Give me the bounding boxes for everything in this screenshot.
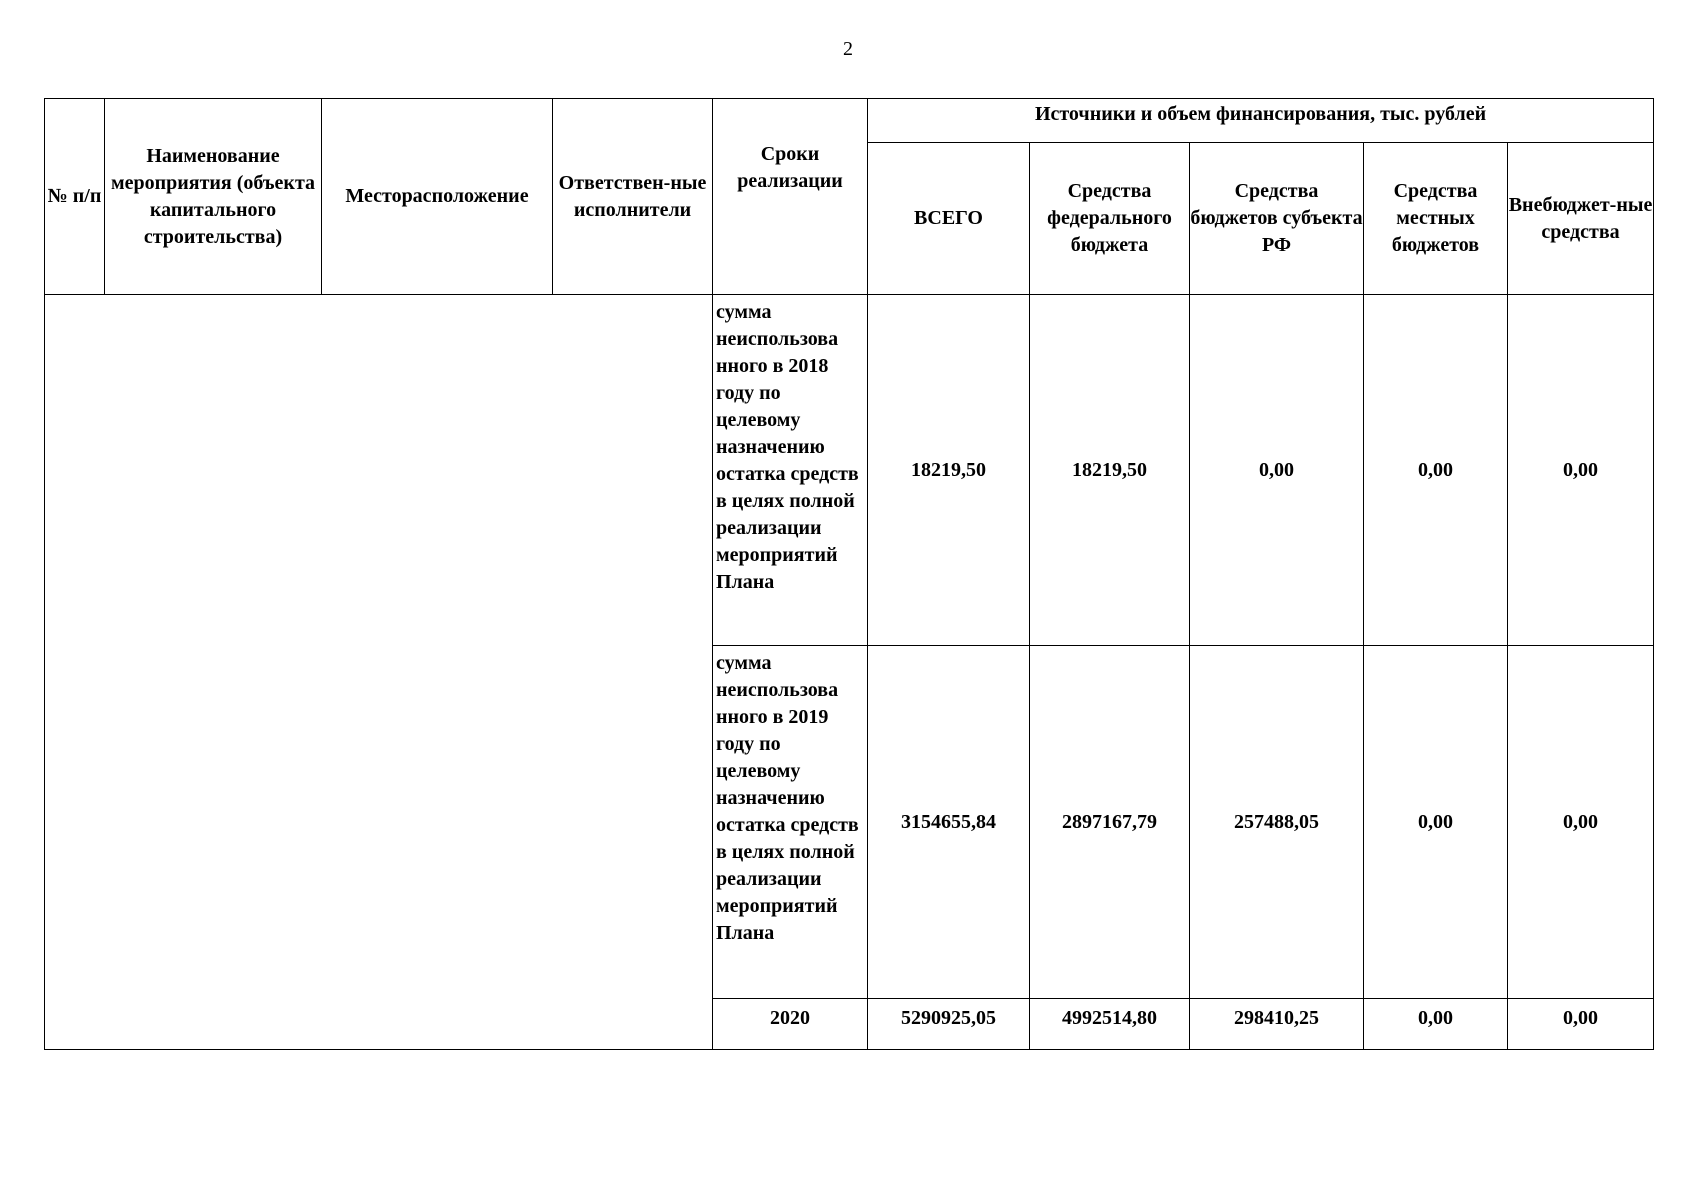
cell-federal: 2897167,79	[1030, 646, 1190, 999]
merged-empty-cell	[45, 295, 713, 1050]
cell-extrabudget: 0,00	[1508, 646, 1654, 999]
cell-total: 3154655,84	[868, 646, 1030, 999]
cell-extrabudget: 0,00	[1508, 295, 1654, 646]
cell-period: 2020	[713, 999, 868, 1050]
cell-extrabudget: 0,00	[1508, 999, 1654, 1050]
cell-local: 0,00	[1364, 646, 1508, 999]
cell-period: сумма неиспользова нного в 2019 году по целевому назначению остатка средств в целях полной реализации мероприятий Плана	[713, 646, 868, 999]
header-no: № п/п	[45, 99, 105, 295]
header-subject: Средства бюджетов субъекта РФ	[1190, 143, 1364, 295]
table-row	[45, 295, 1654, 646]
cell-total: 5290925,05	[868, 999, 1030, 1050]
cell-subject: 257488,05	[1190, 646, 1364, 999]
header-period: Сроки реализации	[713, 99, 868, 295]
header-name: Наименование мероприятия (объекта капитального строительства)	[105, 99, 322, 295]
cell-local: 0,00	[1364, 295, 1508, 646]
header-local: Средства местных бюджетов	[1364, 143, 1508, 295]
header-federal: Средства федерального бюджета	[1030, 143, 1190, 295]
cell-period: сумма неиспользова нного в 2018 году по целевому назначению остатка средств в целях полной реализации мероприятий Плана	[713, 295, 868, 646]
header-location: Месторасположение	[322, 99, 553, 295]
cell-local: 0,00	[1364, 999, 1508, 1050]
financing-table	[44, 98, 1654, 1050]
cell-federal: 18219,50	[1030, 295, 1190, 646]
header-extrabudget: Внебюджет-ные средства	[1508, 143, 1654, 295]
page-number: 2	[843, 38, 853, 60]
cell-total: 18219,50	[868, 295, 1030, 646]
cell-federal: 4992514,80	[1030, 999, 1190, 1050]
header-responsible: Ответствен-ные исполнители	[553, 99, 713, 295]
header-total: ВСЕГО	[868, 143, 1030, 295]
cell-subject: 298410,25	[1190, 999, 1364, 1050]
header-financing-group: Источники и объем финансирования, тыс. рублей	[868, 99, 1654, 143]
cell-subject: 0,00	[1190, 295, 1364, 646]
